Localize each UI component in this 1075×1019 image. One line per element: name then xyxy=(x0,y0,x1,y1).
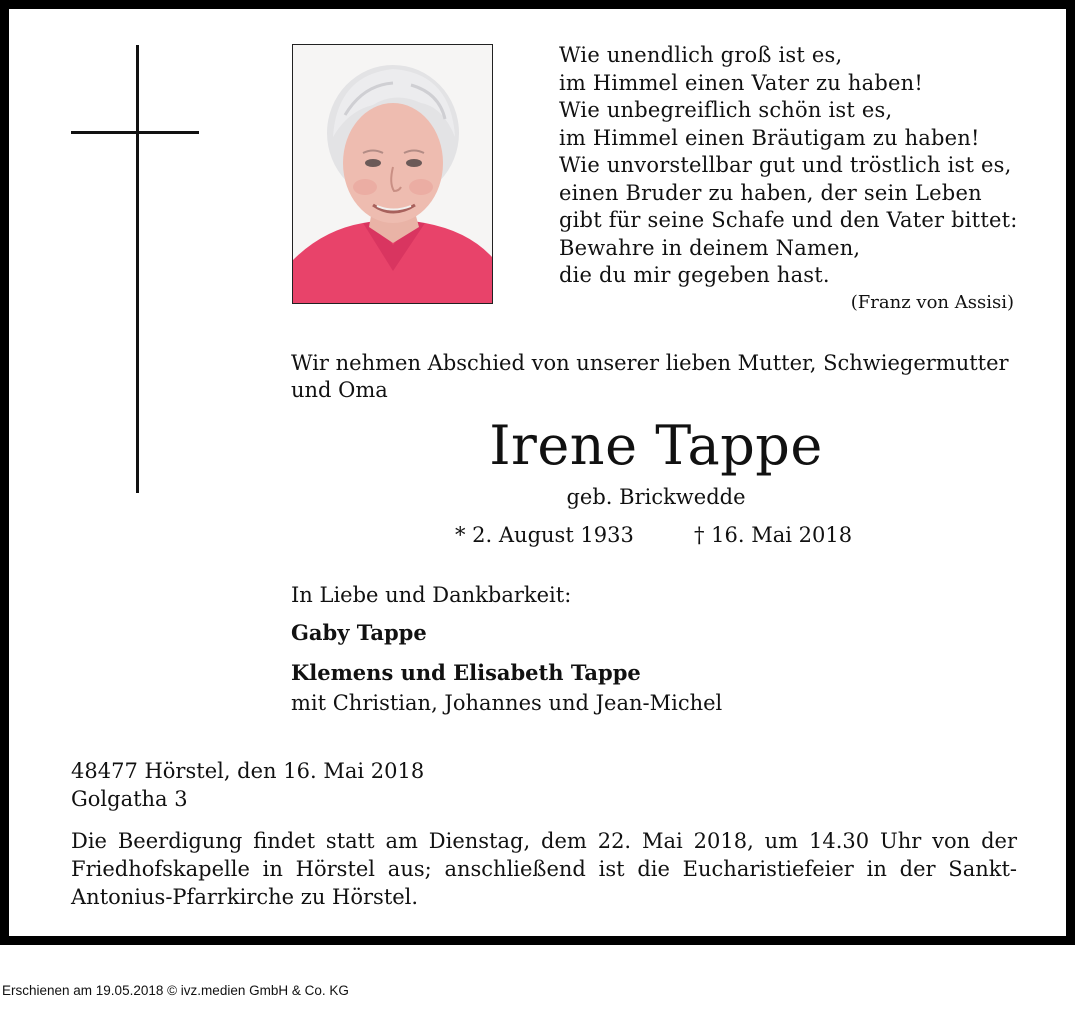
farewell-intro: Wir nehmen Abschied von unserer lieben Mutter, Schwiegermutter und Oma xyxy=(291,351,1009,402)
poem-line: Bewahre in deinem Namen, xyxy=(559,235,861,260)
mourner-name: Klemens und Elisabeth Tappe xyxy=(291,660,641,685)
poem-line: Wie unendlich groß ist es, xyxy=(559,43,843,67)
publication-footer: Erschienen am 19.05.2018 © ivz.medien GmbH & Co. KG xyxy=(2,983,349,998)
thanks-heading: In Liebe und Dankbarkeit: xyxy=(291,583,572,607)
cross-icon-horizontal xyxy=(71,131,199,134)
poem-line: Wie unvorstellbar gut und tröstlich ist es, xyxy=(559,153,1012,177)
poem-attribution: (Franz von Assisi) xyxy=(850,292,1014,313)
death-date: † 16. Mai 2018 xyxy=(694,523,853,547)
cross-icon-vertical xyxy=(136,45,139,493)
mourner-name: Gaby Tappe xyxy=(291,620,427,645)
birth-name: geb. Brickwedde xyxy=(566,485,746,509)
deceased-name: Irene Tappe xyxy=(489,414,823,477)
poem-line: einen Bruder zu haben, der sein Leben xyxy=(559,180,982,205)
street: Golgatha 3 xyxy=(71,787,188,811)
funeral-details: Die Beerdigung findet statt am Dienstag, dem 22. Mai 2018, um 14.30 Uhr von der Friedhofskapelle in Hörstel aus; anschließend ist die Eucharistiefeier in der Sankt-Antonius-Pfarrkirche zu Hörstel. xyxy=(71,829,1017,909)
portrait-photo xyxy=(292,44,493,304)
portrait-image xyxy=(293,45,492,303)
address-block xyxy=(71,757,424,813)
poem-line: im Himmel einen Vater zu haben! xyxy=(559,70,923,95)
poem-line: im Himmel einen Bräutigam zu haben! xyxy=(559,125,980,150)
poem-line: Wie unbegreiflich schön ist es, xyxy=(559,98,893,122)
birth-date: * 2. August 1933 xyxy=(455,523,634,547)
poem-line: gibt für seine Schafe und den Vater bittet: xyxy=(559,208,1018,232)
place-date: 48477 Hörstel, den 16. Mai 2018 xyxy=(71,759,425,783)
poem-line: die du mir gegeben hast. xyxy=(559,263,830,287)
mourner-family: mit Christian, Johannes und Jean-Michel xyxy=(291,691,723,715)
poem xyxy=(559,42,1019,290)
